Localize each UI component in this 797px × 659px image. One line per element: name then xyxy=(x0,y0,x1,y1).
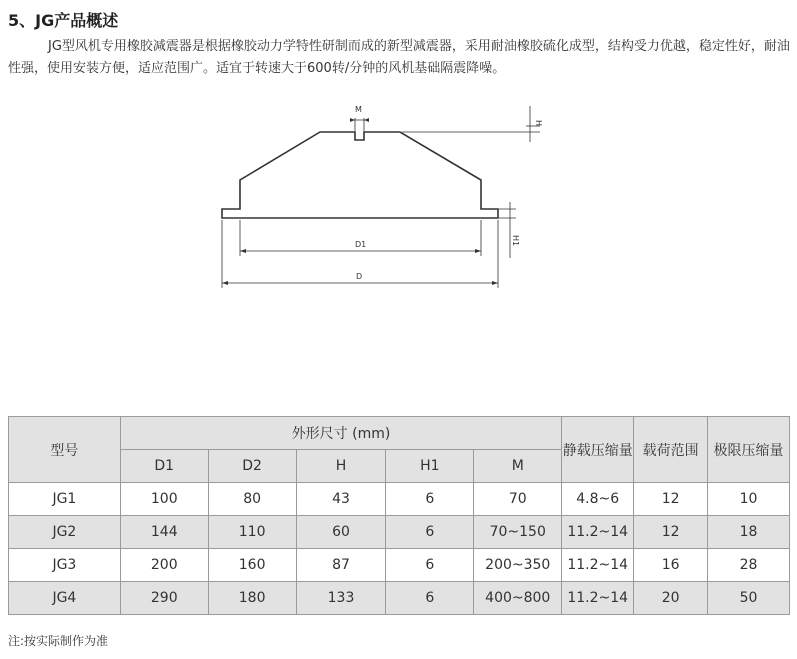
cell-model: JG3 xyxy=(9,549,121,582)
cell-d1: 200 xyxy=(120,549,208,582)
cell-h: 87 xyxy=(296,549,386,582)
dimension-lines xyxy=(222,106,540,288)
header-model: 型号 xyxy=(9,417,121,483)
cell-d2: 80 xyxy=(208,483,296,516)
damper-outline xyxy=(222,132,498,218)
table-row xyxy=(9,549,790,582)
cell-limit: 28 xyxy=(708,549,790,582)
table-row xyxy=(9,483,790,516)
cell-m: 400~800 xyxy=(474,582,562,615)
table-row xyxy=(9,516,790,549)
cell-m: 70~150 xyxy=(474,516,562,549)
cell-limit: 50 xyxy=(708,582,790,615)
section-title: 5、JG产品概述 xyxy=(8,11,119,30)
cell-h1: 6 xyxy=(386,549,474,582)
label-h: H xyxy=(534,120,543,127)
header-dimensions: 外形尺寸 (mm) xyxy=(120,417,561,450)
cell-h1: 6 xyxy=(386,516,474,549)
cell-static: 11.2~14 xyxy=(562,582,634,615)
cell-model: JG1 xyxy=(9,483,121,516)
cell-limit: 18 xyxy=(708,516,790,549)
header-h1: H1 xyxy=(386,450,474,483)
cell-h: 60 xyxy=(296,516,386,549)
cell-static: 11.2~14 xyxy=(562,516,634,549)
label-m: M xyxy=(355,105,362,114)
cell-model: JG2 xyxy=(9,516,121,549)
cell-d1: 100 xyxy=(120,483,208,516)
cell-load: 20 xyxy=(634,582,708,615)
header-limit-compression: 极限压缩量 xyxy=(708,417,790,483)
cell-model: JG4 xyxy=(9,582,121,615)
dimension-arrows xyxy=(222,118,498,285)
cell-d2: 180 xyxy=(208,582,296,615)
cell-static: 4.8~6 xyxy=(562,483,634,516)
cell-d2: 110 xyxy=(208,516,296,549)
label-h1: H1 xyxy=(511,235,520,247)
footnote: 注:按实际制作为准 xyxy=(8,634,109,648)
cell-m: 200~350 xyxy=(474,549,562,582)
cell-m: 70 xyxy=(474,483,562,516)
cell-d1: 144 xyxy=(120,516,208,549)
header-h: H xyxy=(296,450,386,483)
cell-limit: 10 xyxy=(708,483,790,516)
table-row xyxy=(9,582,790,615)
cell-load: 12 xyxy=(634,516,708,549)
label-d1: D1 xyxy=(355,240,367,249)
cell-load: 16 xyxy=(634,549,708,582)
cell-h1: 6 xyxy=(386,483,474,516)
cell-d1: 290 xyxy=(120,582,208,615)
product-dimension-diagram xyxy=(200,98,560,294)
cell-d2: 160 xyxy=(208,549,296,582)
cell-h1: 6 xyxy=(386,582,474,615)
product-description: JG型风机专用橡胶减震器是根据橡胶动力学特性研制而成的新型减震器，采用耐油橡胶硫化成型，结构受力优越，稳定性好，耐油性强，使用安装方便，适应范围广。适宜于转速大于600转/分钟的风机基础隔震降噪。 xyxy=(8,39,790,76)
cell-h: 43 xyxy=(296,483,386,516)
header-m: M xyxy=(474,450,562,483)
header-static-compression: 静载压缩量 xyxy=(562,417,634,483)
cell-static: 11.2~14 xyxy=(562,549,634,582)
label-d: D xyxy=(356,272,363,281)
header-d2: D2 xyxy=(208,450,296,483)
header-d1: D1 xyxy=(120,450,208,483)
spec-table xyxy=(8,416,790,615)
header-load-range: 载荷范围 xyxy=(634,417,708,483)
cell-h: 133 xyxy=(296,582,386,615)
cell-load: 12 xyxy=(634,483,708,516)
